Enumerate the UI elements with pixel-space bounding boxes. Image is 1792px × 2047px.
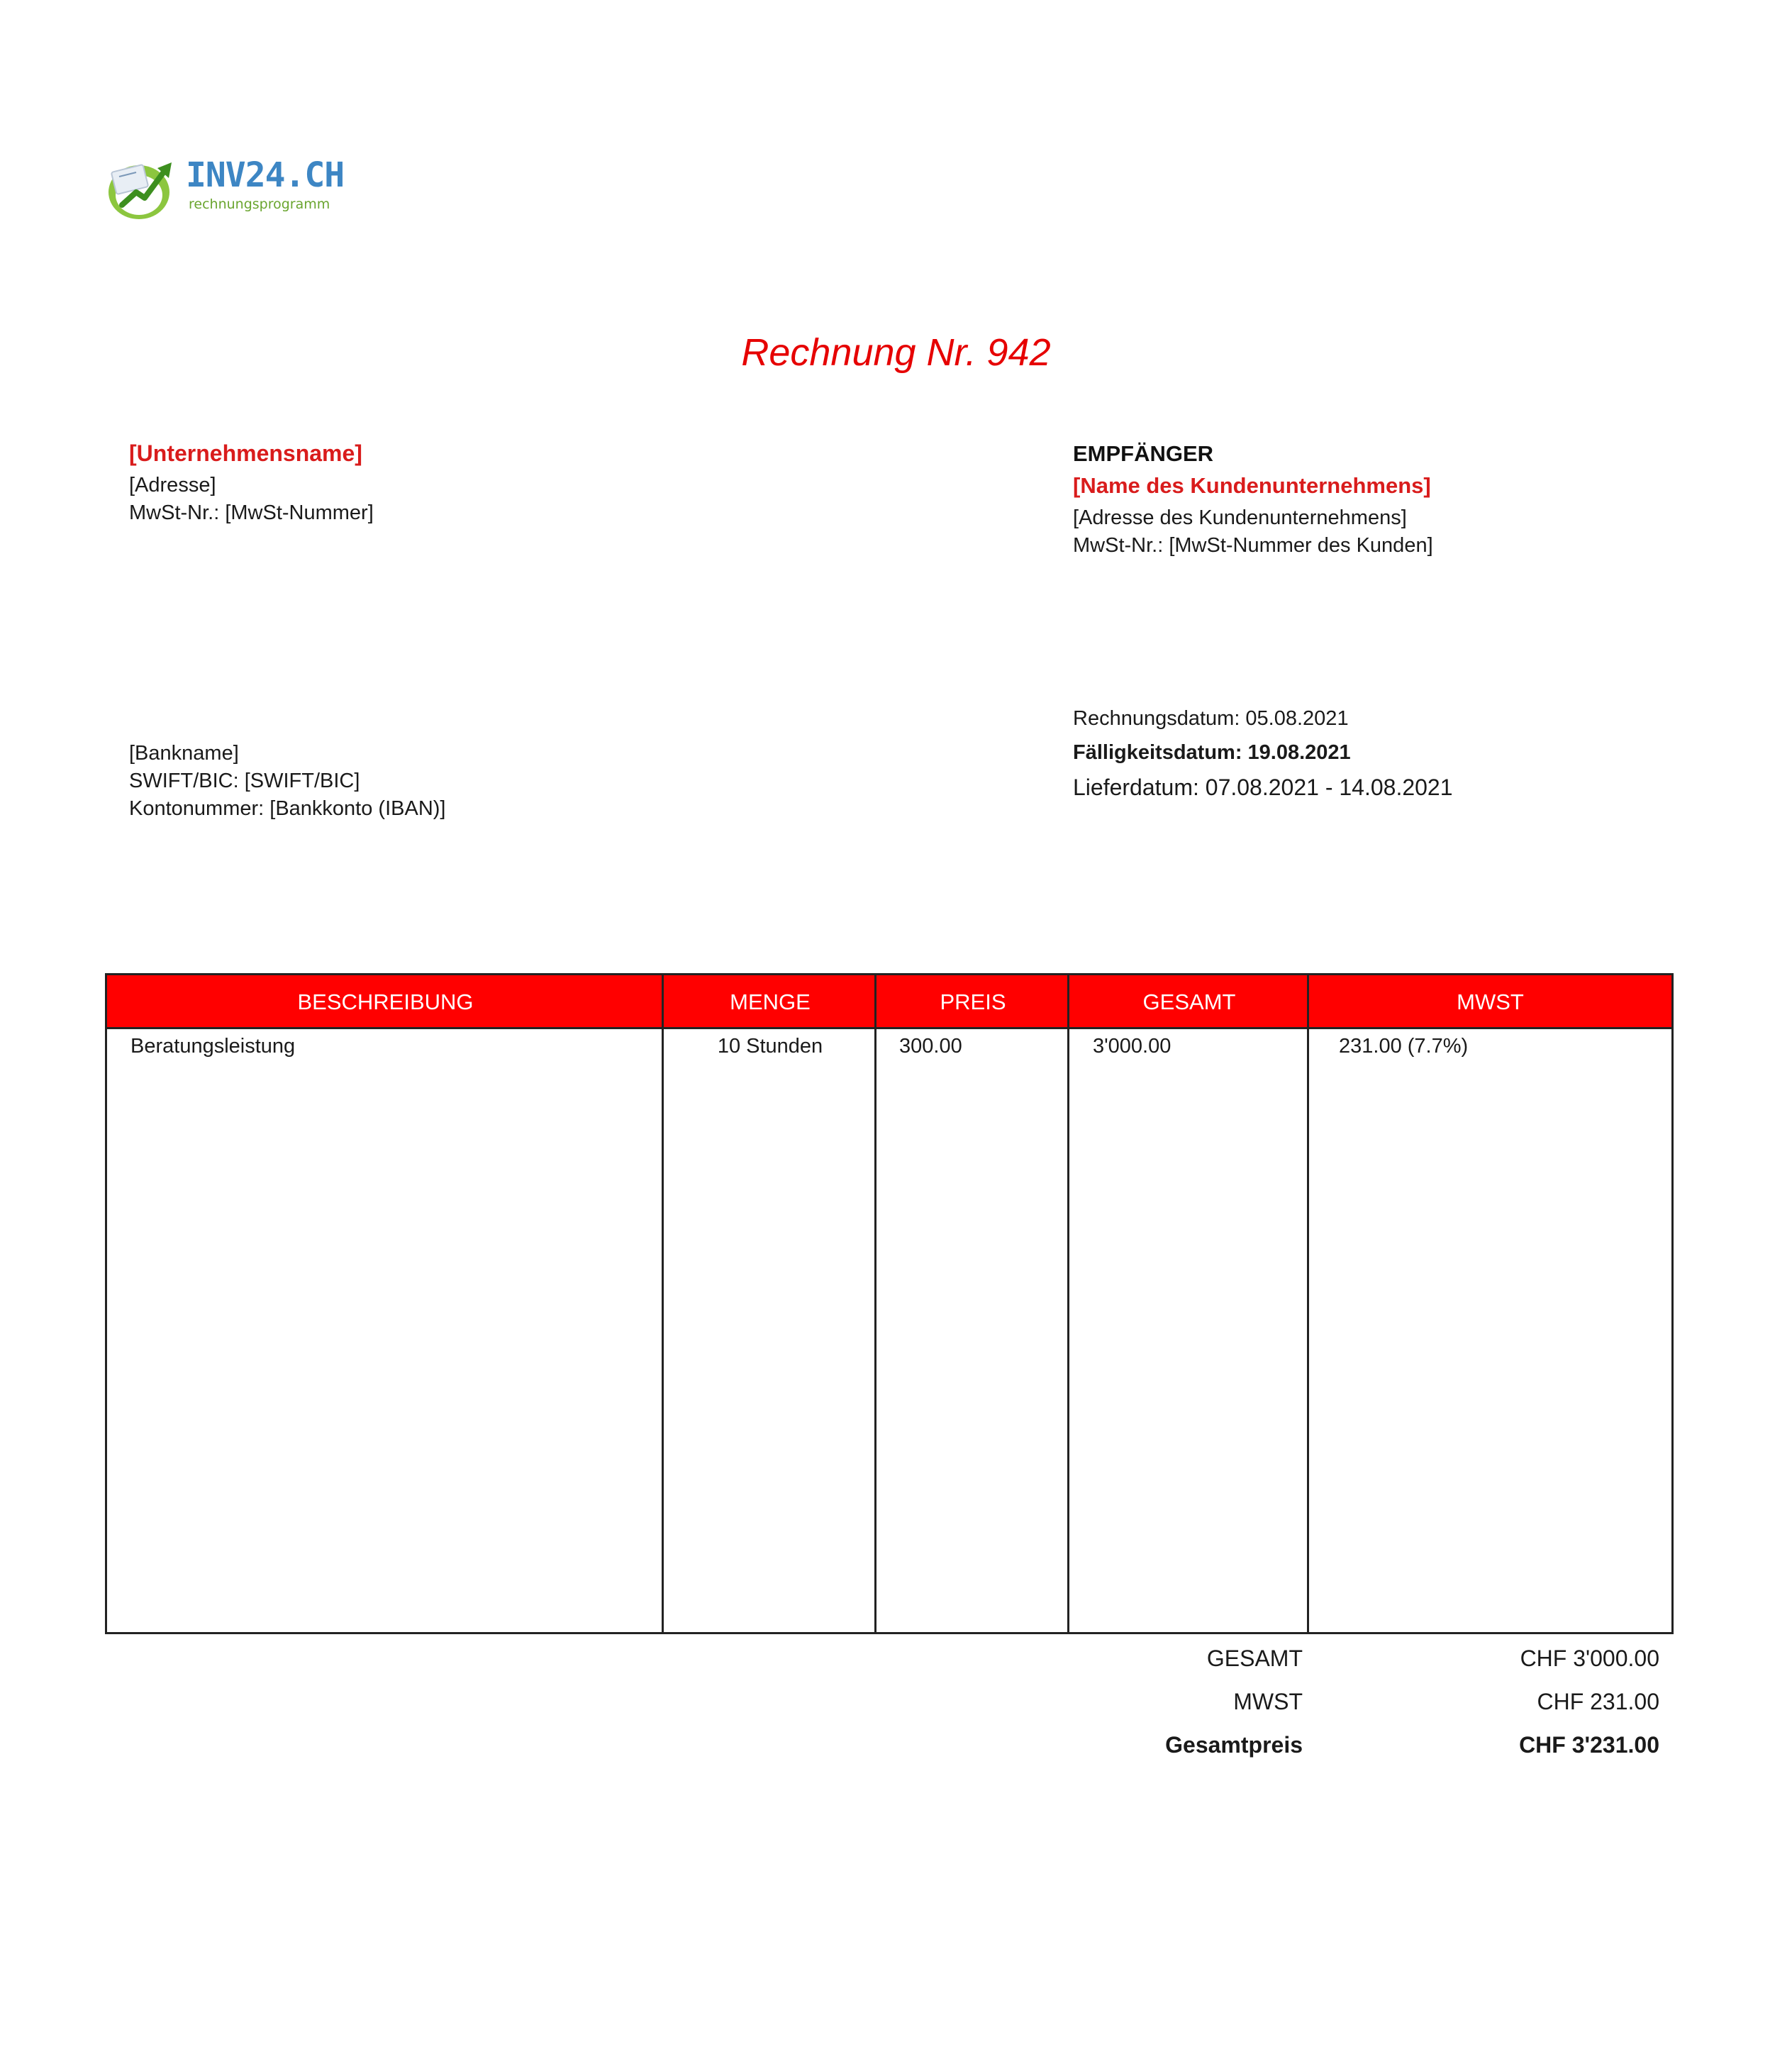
subtotal-value: CHF 3'000.00 (1520, 1646, 1659, 1671)
bank-swift: SWIFT/BIC: [SWIFT/BIC] (129, 770, 360, 792)
recipient-company: [Name des Kundenunternehmens] (1073, 473, 1431, 498)
row-price: 300.00 (899, 1035, 962, 1058)
items-table (105, 973, 1674, 1634)
recipient-vat: MwSt-Nr.: [MwSt-Nummer des Kunden] (1073, 534, 1433, 557)
logo-chart-icon (106, 155, 177, 221)
recipient-heading: EMPFÄNGER (1073, 441, 1214, 466)
row-quantity: 10 Stunden (717, 1035, 823, 1058)
vat-label: MWST (1233, 1689, 1303, 1714)
company-logo (106, 152, 345, 223)
logo-title: INV24.CH (186, 155, 345, 195)
recipient-address: [Adresse des Kundenunternehmens] (1073, 506, 1407, 529)
delivery-date: Lieferdatum: 07.08.2021 - 14.08.2021 (1073, 775, 1453, 800)
header-quantity: MENGE (730, 989, 811, 1014)
vat-value: CHF 231.00 (1537, 1689, 1659, 1714)
grand-total-value: CHF 3'231.00 (1519, 1732, 1659, 1758)
header-description: BESCHREIBUNG (297, 989, 474, 1014)
column-divider (1307, 975, 1309, 1632)
row-description: Beratungsleistung (130, 1035, 296, 1058)
table-header (107, 975, 1671, 1029)
subtotal-label: GESAMT (1206, 1646, 1303, 1671)
row-vat: 231.00 (7.7%) (1339, 1035, 1469, 1058)
invoice-title: Rechnung Nr. 942 (741, 331, 1051, 374)
bank-name: [Bankname] (129, 742, 239, 765)
header-price: PREIS (940, 989, 1006, 1014)
column-divider (1067, 975, 1069, 1632)
sender-address: [Adresse] (129, 474, 216, 497)
grand-total-label: Gesamtpreis (1165, 1732, 1303, 1758)
header-total: GESAMT (1142, 989, 1236, 1014)
row-total: 3'000.00 (1093, 1035, 1172, 1058)
bank-account: Kontonummer: [Bankkonto (IBAN)] (129, 797, 446, 820)
header-vat: MWST (1457, 989, 1524, 1014)
sender-company: [Unternehmensname] (129, 440, 362, 466)
column-divider (874, 975, 876, 1632)
invoice-date: Rechnungsdatum: 05.08.2021 (1073, 707, 1349, 730)
due-date: Fälligkeitsdatum: 19.08.2021 (1073, 741, 1351, 764)
column-divider (662, 975, 664, 1632)
logo-subtitle: rechnungsprogramm (189, 196, 330, 212)
sender-vat: MwSt-Nr.: [MwSt-Nummer] (129, 501, 374, 524)
